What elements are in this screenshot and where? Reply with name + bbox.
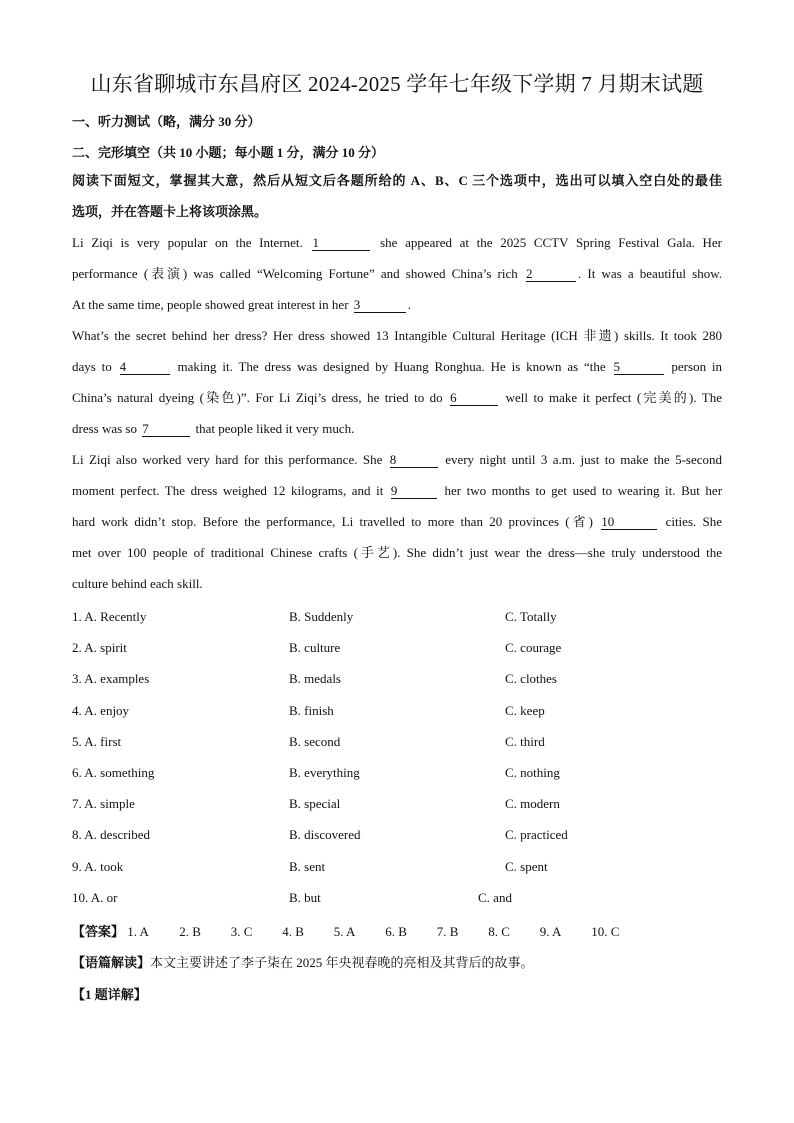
interpretation-line	[72, 952, 534, 971]
passage-line: moment perfect. The dress weighed 12 kilograms, and it 9 her two months to get used to wearing it. But her	[72, 483, 723, 498]
option-9-c: C. spent	[505, 859, 548, 874]
option-3-c: C. clothes	[505, 671, 557, 686]
answer-item: 5. A	[333, 924, 356, 939]
option-2-b: B. culture	[289, 640, 341, 655]
option-9-b: B. sent	[289, 859, 326, 874]
answer-item: 6. B	[385, 924, 407, 939]
page-title: 山东省聊城市东昌府区 2024-2025 学年七年级下学期 7 月期末试题	[90, 72, 704, 96]
blank-6: 6	[450, 390, 498, 406]
blank-10: 10	[601, 514, 657, 530]
option-1-c: C. Totally	[505, 609, 557, 624]
option-7-b: B. special	[289, 796, 341, 811]
passage-line: performance (表演) was called “Welcoming Fortune” and showed China’s rich 2 . It was a beautiful show.	[72, 266, 722, 281]
detail-heading: 【1 题详解】	[72, 987, 147, 1002]
section-cloze-heading: 二、完形填空（共 10 小题；每小题 1 分，满分 10 分）	[72, 145, 385, 160]
passage-line: What’s the secret behind her dress? Her dress showed 13 Intangible Cultural Heritage (ICH 非遗) skills. It took 280	[72, 328, 722, 343]
answer-item: 3. C	[230, 924, 253, 939]
answer-item: 1. A	[127, 924, 149, 939]
blank-7: 7	[142, 421, 190, 437]
answer-item: 10. C	[591, 924, 620, 939]
passage-line: met over 100 people of traditional Chinese crafts (手艺). She didn’t just wear the dress—she truly understood the	[72, 545, 722, 560]
blank-8: 8	[390, 452, 438, 468]
passage-line: At the same time, people showed great interest in her 3 .	[72, 297, 412, 312]
blank-4: 4	[120, 359, 170, 375]
option-3-a: 3. A. examples	[72, 671, 150, 686]
interpretation-text: 本文主要讲述了李子柒在 2025 年央视春晚的亮相及其背后的故事。	[150, 955, 534, 970]
option-4-c: C. keep	[505, 703, 545, 718]
option-2-a: 2. A. spirit	[72, 640, 127, 655]
option-1-b: B. Suddenly	[289, 609, 354, 624]
option-5-b: B. second	[289, 734, 341, 749]
option-1-a: 1. A. Recently	[72, 609, 147, 624]
section-listening-heading: 一、听力测试（略，满分 30 分）	[72, 114, 261, 129]
passage-line: China’s natural dyeing (染色)”. For Li Ziqi’s dress, he tried to do 6 well to make it perfect (完美的). The	[72, 390, 723, 405]
option-7-c: C. modern	[505, 796, 560, 811]
answer-item: 8. C	[488, 924, 510, 939]
passage-line: Li Ziqi is very popular on the Internet. 1 she appeared at the 2025 CCTV Spring Festival Gala. Her	[72, 235, 722, 250]
answer-item: 4. B	[282, 924, 304, 939]
interpretation-label: 【语篇解读】	[72, 955, 151, 970]
passage-line: days to 4 making it. The dress was designed by Huang Ronghua. He is known as “the 5 person in	[72, 359, 723, 374]
option-6-b: B. everything	[289, 765, 360, 780]
option-6-c: C. nothing	[505, 765, 560, 780]
passage-line: dress was so 7 that people liked it very much.	[72, 421, 355, 436]
option-10-b: B. but	[289, 890, 321, 905]
option-10-c: C. and	[478, 890, 512, 905]
blank-9: 9	[391, 483, 437, 499]
blank-3: 3	[354, 297, 406, 313]
option-10-a: 10. A. or	[72, 890, 118, 905]
answer-item: 7. B	[436, 924, 459, 939]
option-9-a: 9. A. took	[72, 859, 124, 874]
option-8-c: C. practiced	[505, 827, 568, 842]
answer-items	[127, 924, 643, 939]
option-8-a: 8. A. described	[72, 827, 150, 842]
instruction-line-2: 选项，并在答题卡上将该项涂黑。	[72, 204, 268, 219]
answer-line	[72, 921, 643, 940]
blank-1: 1	[312, 235, 370, 251]
option-8-b: B. discovered	[289, 827, 361, 842]
passage-line: culture behind each skill.	[72, 576, 203, 591]
option-4-a: 4. A. enjoy	[72, 703, 130, 718]
option-5-c: C. third	[505, 734, 545, 749]
instruction-line-1: 阅读下面短文，掌握其大意，然后从短文后各题所给的 A、B、C 三个选项中，选出可以填入空白处的最佳	[72, 173, 722, 188]
option-5-a: 5. A. first	[72, 734, 122, 749]
blank-2: 2	[526, 266, 576, 282]
option-4-b: B. finish	[289, 703, 334, 718]
answer-item: 2. B	[179, 924, 201, 939]
option-6-a: 6. A. something	[72, 765, 155, 780]
answer-label: 【答案】	[72, 924, 125, 939]
blank-5: 5	[614, 359, 664, 375]
option-7-a: 7. A. simple	[72, 796, 135, 811]
option-2-c: C. courage	[505, 640, 562, 655]
passage-line: Li Ziqi also worked very hard for this performance. She 8 every night until 3 a.m. just to make the 5-second	[72, 452, 723, 467]
passage-line: hard work didn’t stop. Before the performance, Li travelled to more than 20 provinces (省) 10 cities. She	[72, 514, 723, 529]
answer-item: 9. A	[539, 924, 562, 939]
option-3-b: B. medals	[289, 671, 341, 686]
